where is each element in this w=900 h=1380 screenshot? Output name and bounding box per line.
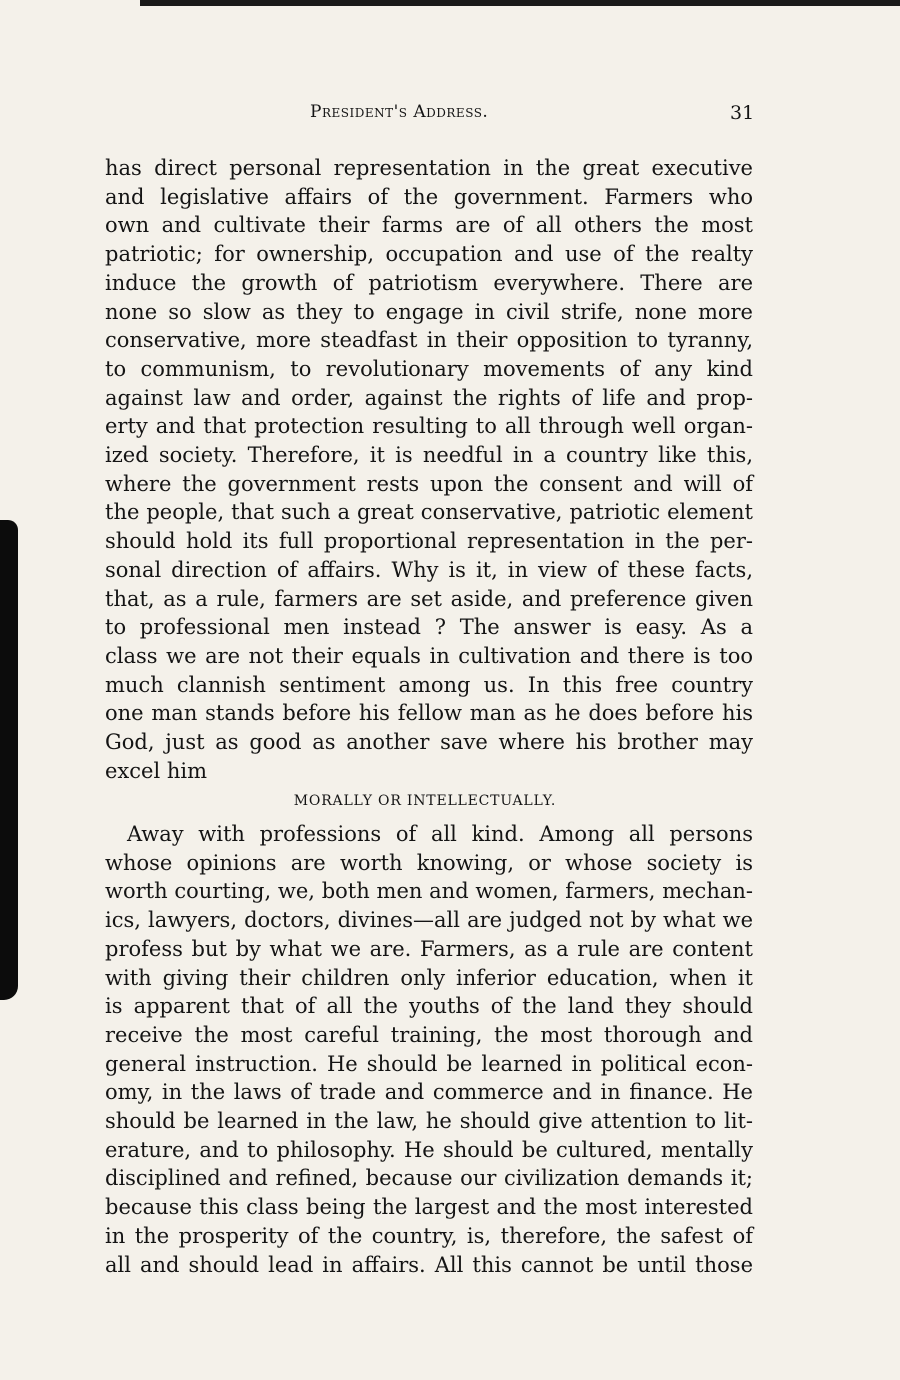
text-line: erty and that protection resulting to all through well organ-: [105, 414, 753, 439]
text-line: all and should lead in affairs. All this cannot be until those: [105, 1252, 753, 1277]
text-line: Away with professions of all kind. Among all persons: [127, 822, 753, 846]
text-line: God, just as good as another save where his brother may: [105, 730, 753, 755]
text-line: is apparent that of all the youths of the land they should: [105, 994, 753, 1019]
text-line: profess but by what we are. Farmers, as a rule are content: [105, 936, 753, 961]
text-line: because this class being the largest and the most interested: [105, 1195, 753, 1220]
page-top-edge: [140, 0, 900, 6]
paragraph-1: [105, 154, 753, 785]
text-line: induce the growth of patriotism everywhere. There are: [105, 270, 753, 295]
text-line: should hold its full proportional representation in the per-: [105, 529, 753, 554]
text-line: that, as a rule, farmers are set aside, and preference given: [105, 586, 753, 611]
text-line: general instruction. He should be learned in political econ-: [105, 1051, 753, 1076]
text-line: erature, and to philosophy. He should be cultured, mentally: [105, 1137, 753, 1162]
text-line: where the government rests upon the consent and will of: [105, 471, 753, 496]
section-heading: MORALLY OR INTELLECTUALLY.: [293, 793, 557, 809]
text-line: worth courting, we, both men and women, farmers, mechan-: [105, 879, 753, 904]
text-line: excel him: [105, 758, 208, 783]
text-line: disciplined and refined, because our civilization demands it;: [105, 1166, 753, 1191]
text-line: class we are not their equals in cultivation and there is too: [105, 643, 753, 668]
text-line: ized society. Therefore, it is needful in a country like this,: [105, 443, 753, 468]
text-line: with giving their children only inferior education, when it: [105, 965, 753, 990]
text-line: and legislative affairs of the government. Farmers who: [105, 184, 753, 209]
paragraph-2: [105, 820, 753, 1279]
text-line: in the prosperity of the country, is, therefore, the safest of: [105, 1223, 753, 1248]
page-number: 31: [730, 102, 755, 124]
text-line: to communism, to revolutionary movements of any kind: [105, 356, 753, 381]
text-line: whose opinions are worth knowing, or whose society is: [105, 850, 753, 875]
text-line: omy, in the laws of trade and commerce and in finance. He: [105, 1080, 753, 1105]
text-line: conservative, more steadfast in their opposition to tyranny,: [105, 328, 753, 353]
text-line: sonal direction of affairs. Why is it, in view of these facts,: [105, 557, 753, 582]
text-line: none so slow as they to engage in civil strife, none more: [105, 299, 753, 324]
text-line: receive the most careful training, the most thorough and: [105, 1022, 753, 1047]
text-line: own and cultivate their farms are of all others the most: [105, 213, 753, 238]
text-line: against law and order, against the rights of life and prop-: [105, 385, 753, 410]
text-line: much clannish sentiment among us. In this free country: [105, 672, 753, 697]
text-line: has direct personal representation in the great executive: [105, 156, 753, 180]
text-line: should be learned in the law, he should give attention to lit-: [105, 1109, 753, 1134]
binding-shadow: [0, 520, 18, 1000]
text-line: to professional men instead ? The answer is easy. As a: [105, 615, 753, 640]
running-head: President's Address.: [310, 102, 489, 122]
text-line: patriotic; for ownership, occupation and use of the realty: [105, 242, 753, 267]
text-line: ics, lawyers, doctors, divines—all are judged not by what we: [105, 908, 753, 933]
text-line: one man stands before his fellow man as he does before his: [105, 701, 753, 726]
text-line: the people, that such a great conservative, patriotic element: [105, 500, 753, 525]
